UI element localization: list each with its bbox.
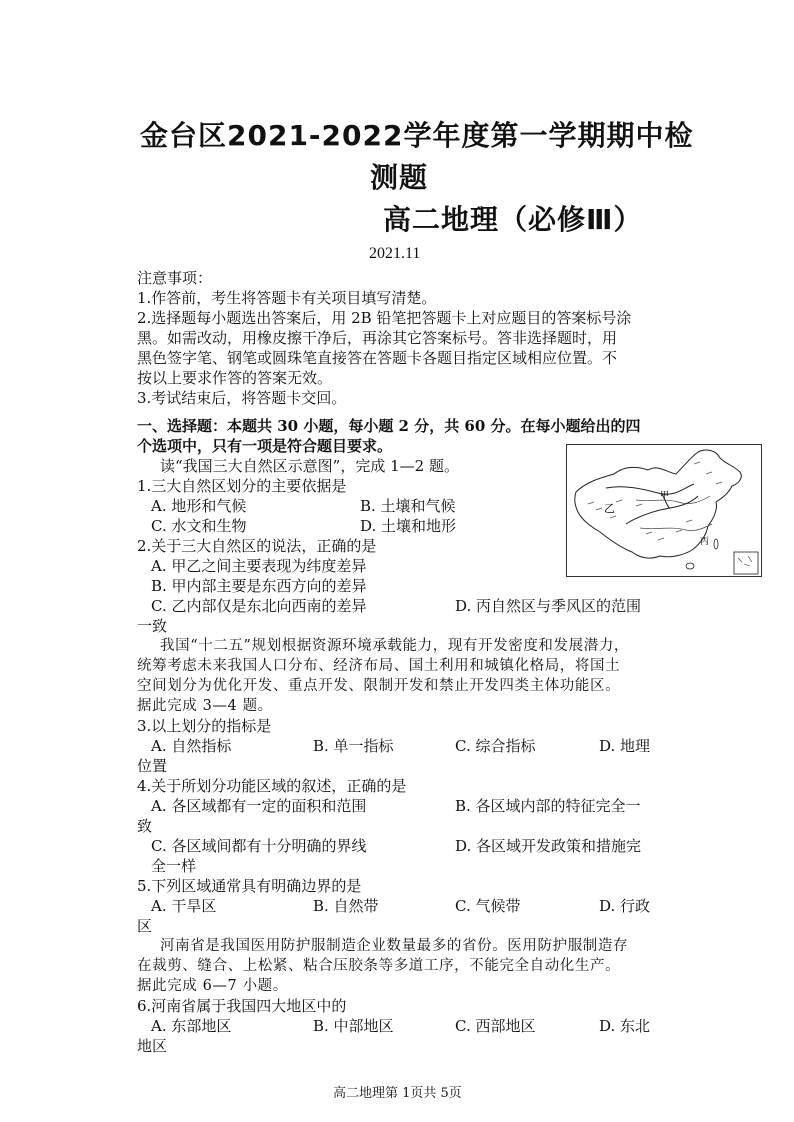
- q1-option-b: B. 土壤和气候: [360, 497, 456, 515]
- q1-option-d: D. 土壤和地形: [360, 517, 457, 535]
- china-natural-regions-map: [566, 444, 762, 577]
- q6-option-d-wrap: 地区: [137, 1037, 168, 1055]
- map-svg: [566, 444, 762, 577]
- q5-stem: 5.下列区域通常具有明确边界的是: [137, 877, 362, 895]
- q4-option-d: D. 各区域开发政策和措施完: [455, 837, 642, 855]
- exam-date: 2021.11: [369, 245, 421, 262]
- q4-option-b-wrap: 致: [137, 817, 153, 835]
- passage-6-7-line3: 据此完成 6—7 小题。: [137, 978, 288, 994]
- q2-option-a: A. 甲乙之间主要表现为纬度差异: [151, 557, 367, 575]
- q5-option-c: C. 气候带: [455, 897, 521, 915]
- q3-option-b: B. 单一指标: [313, 737, 394, 755]
- q2-stem: 2.关于三大自然区的说法，正确的是: [137, 537, 377, 555]
- q3-option-c: C. 综合指标: [455, 737, 536, 755]
- notes-item-1: 1.作答前，考生将答题卡有关项目填写清楚。: [137, 289, 437, 307]
- passage-3-4-line4: 据此完成 3—4 题。: [137, 698, 273, 714]
- q2-option-d-wrap: 一致: [137, 617, 168, 635]
- q3-option-d-wrap: 位置: [137, 757, 168, 775]
- q4-option-d-wrap: 全一样: [151, 857, 197, 875]
- passage-3-4-line3: 空间划分为优化开发、重点开发、限制开发和禁止开发四类主体功能区。: [137, 678, 621, 694]
- passage-3-4-line2: 统筹考虑未来我国人口分布、经济布局、国土利用和城镇化格局，将国土: [137, 658, 621, 674]
- q6-stem: 6.河南省属于我国四大地区中的: [137, 997, 347, 1015]
- q4-option-c: C. 各区域间都有十分明确的界线: [151, 837, 367, 855]
- q1-option-a: A. 地形和气候: [151, 497, 247, 515]
- passage-3-4-line1: 我国“十二五”规划根据资源环境承载能力，现有开发密度和发展潜力，: [160, 638, 630, 654]
- q1-stem: 1.三大自然区划分的主要依据是: [137, 477, 347, 495]
- q3-option-d: D. 地理: [599, 737, 651, 755]
- q5-option-d-wrap: 区: [137, 917, 153, 935]
- notes-heading: 注意事项：: [137, 269, 213, 287]
- exam-subtitle: 高二地理（必修Ⅲ）: [383, 203, 643, 236]
- exam-title-line2: 测题: [370, 161, 429, 194]
- map-label-bing: 丙: [700, 537, 710, 547]
- section-heading-line2: 个选项中，只有一项是符合题目要求。: [137, 437, 393, 455]
- q6-option-d: D. 东北: [599, 1017, 651, 1035]
- intro-q1-2: 读“我国三大自然区示意图”，完成 1—2 题。: [160, 457, 459, 475]
- q4-option-a: A. 各区域都有一定的面积和范围: [151, 797, 367, 815]
- q3-stem: 3.以上划分的指标是: [137, 717, 272, 735]
- notes-item-2-line1: 2.选择题每小题选出答案后，用 2B 铅笔把答题卡上对应题目的答案标号涂: [137, 309, 632, 327]
- exam-title-line1: 金台区2021-2022学年度第一学期期中检: [140, 119, 694, 152]
- q6-option-b: B. 中部地区: [313, 1017, 394, 1035]
- q3-option-a: A. 自然指标: [151, 737, 232, 755]
- q5-option-b: B. 自然带: [313, 897, 379, 915]
- q4-option-b: B. 各区域内部的特征完全一: [455, 797, 641, 815]
- page-footer: 高二地理第 1页共 5页: [333, 1086, 462, 1101]
- q2-option-c: C. 乙内部仅是东北向西南的差异: [151, 597, 367, 615]
- section-heading-line1: 一、选择题：本题共 30 小题，每小题 2 分，共 60 分。在每小题给出的四: [137, 417, 641, 435]
- map-label-yi: 乙: [604, 502, 615, 515]
- q4-stem: 4.关于所划分功能区域的叙述，正确的是: [137, 777, 407, 795]
- q6-option-a: A. 东部地区: [151, 1017, 232, 1035]
- notes-item-2-line4: 按以上要求作答的答案无效。: [137, 369, 333, 387]
- passage-6-7-line1: 河南省是我国医用防护服制造企业数量最多的省份。医用防护服制造存: [160, 938, 629, 954]
- q2-option-d: D. 丙自然区与季风区的范围: [455, 597, 642, 615]
- passage-6-7-line2: 在裁剪、缝合、上松紧、粘合压胶条等多道工序，不能完全自动化生产。: [137, 958, 621, 974]
- notes-item-2-line2: 黑。如需改动，用橡皮擦干净后，再涂其它答案标号。答非选择题时，用: [137, 329, 618, 347]
- q1-option-c: C. 水文和生物: [151, 517, 247, 535]
- notes-item-3: 3.考试结束后，将答题卡交回。: [137, 389, 347, 407]
- q5-option-a: A. 干旱区: [151, 897, 217, 915]
- notes-item-2-line3: 黑色签字笔、钢笔或圆珠笔直接答在答题卡各题目指定区域相应位置。不: [137, 349, 618, 367]
- q2-option-b: B. 甲内部主要是东西方向的差异: [151, 577, 367, 595]
- map-label-jia: 甲: [660, 491, 670, 501]
- q5-option-d: D. 行政: [599, 897, 651, 915]
- q6-option-c: C. 西部地区: [455, 1017, 536, 1035]
